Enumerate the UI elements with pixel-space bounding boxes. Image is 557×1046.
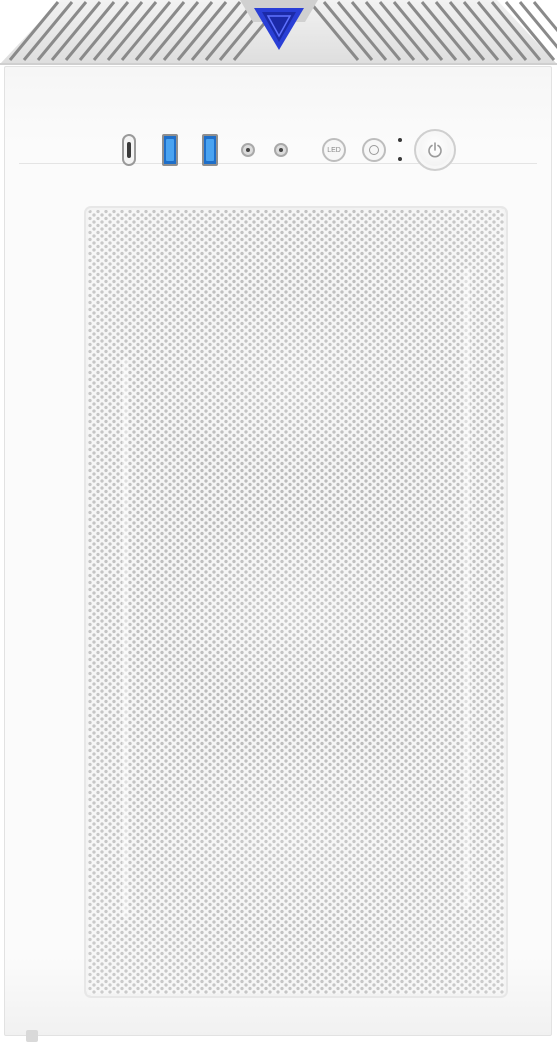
mesh-shading — [86, 208, 506, 996]
usb-a-port-2[interactable] — [202, 134, 218, 166]
indicator-light-1 — [398, 138, 402, 142]
audio-jack-1[interactable] — [241, 143, 255, 157]
power-button[interactable] — [414, 129, 456, 171]
case-foot — [26, 1030, 38, 1042]
reset-button[interactable] — [362, 138, 386, 162]
usb-c-port[interactable] — [122, 134, 136, 166]
power-icon — [427, 142, 443, 158]
front-io-panel — [0, 0, 557, 200]
usb-a-port-1[interactable] — [162, 134, 178, 166]
indicator-light-2 — [398, 157, 402, 161]
led-button[interactable] — [322, 138, 346, 162]
led-button-label: LED — [327, 146, 341, 154]
front-mesh-panel — [84, 206, 508, 998]
audio-jack-2[interactable] — [274, 143, 288, 157]
